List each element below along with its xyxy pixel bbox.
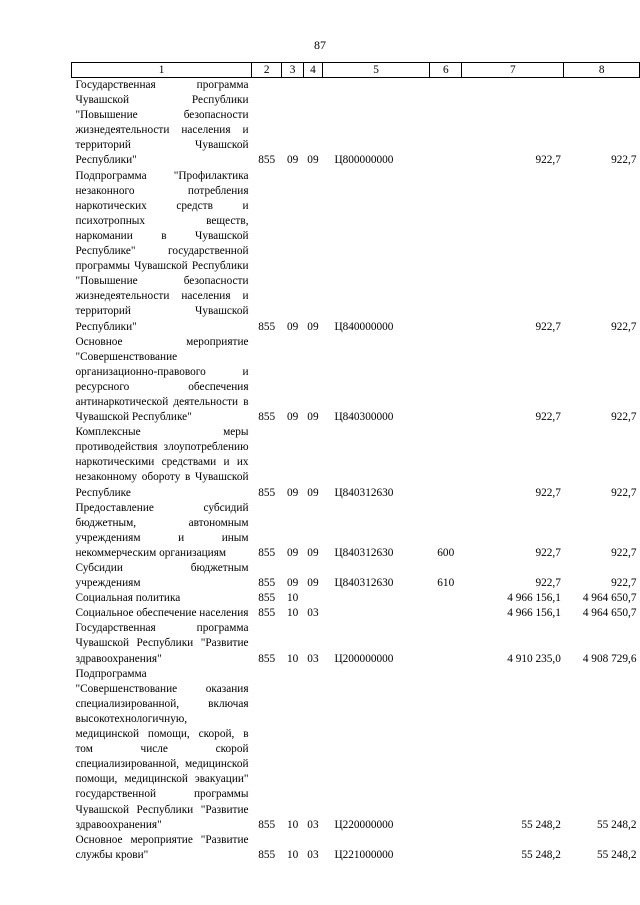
row-section: 10	[286, 592, 299, 605]
row-target-article: Ц220000000	[334, 818, 394, 831]
row-target-article: Ц840300000	[334, 411, 394, 424]
row-target-article: Ц840000000	[334, 320, 394, 333]
row-subsection: 09	[307, 486, 319, 499]
row-expense-type	[430, 591, 462, 606]
table-row	[72, 606, 640, 621]
row-name: Государственная программа Чувашской Республики "Развитие здравоохранения"	[75, 622, 249, 665]
header-cell: 7	[462, 63, 564, 78]
row-expense-type	[430, 833, 462, 863]
row-amount-year1: 922,7	[535, 411, 561, 424]
row-amount-year1: 922,7	[535, 320, 561, 333]
row-admin-code: 855	[258, 546, 276, 559]
row-admin-code: 855	[258, 486, 276, 499]
table-row	[72, 501, 640, 561]
row-admin-code: 855	[258, 154, 276, 167]
row-subsection: 03	[307, 818, 319, 831]
budget-table	[71, 62, 640, 863]
row-expense-type	[430, 667, 462, 833]
header-cell: 3	[282, 63, 304, 78]
row-amount-year2: 922,7	[611, 546, 637, 559]
header-cell: 1	[72, 63, 252, 78]
header-cell: 8	[564, 63, 640, 78]
table-row	[72, 169, 640, 335]
row-target-article: Ц840312630	[334, 577, 394, 590]
table-row	[72, 425, 640, 500]
table-header-row	[72, 63, 640, 78]
row-amount-year1: 55 248,2	[521, 848, 561, 861]
page-number: 87	[314, 38, 326, 52]
row-amount-year2: 922,7	[611, 154, 637, 167]
row-expense-type: 600	[437, 546, 455, 559]
row-subsection: 09	[307, 577, 319, 590]
row-target-article: Ц800000000	[334, 154, 394, 167]
row-amount-year2: 4 908 729,6	[582, 652, 637, 665]
row-admin-code: 855	[258, 592, 276, 605]
row-subsection	[303, 591, 322, 606]
row-admin-code: 855	[258, 848, 276, 861]
row-target-article: Ц200000000	[334, 652, 394, 665]
row-subsection: 09	[307, 411, 319, 424]
row-expense-type	[430, 78, 462, 169]
header-cell: 2	[252, 63, 282, 78]
row-expense-type	[430, 335, 462, 426]
header-cell: 6	[430, 63, 462, 78]
row-section: 09	[286, 154, 299, 167]
row-amount-year2: 4 964 650,7	[582, 592, 637, 605]
row-amount-year2: 922,7	[611, 320, 637, 333]
row-amount-year1: 4 910 235,0	[507, 652, 561, 665]
row-target-article: Ц840312630	[334, 546, 394, 559]
table-row	[72, 833, 640, 863]
row-expense-type	[430, 606, 462, 621]
row-subsection: 03	[307, 607, 319, 620]
row-amount-year1: 55 248,2	[521, 818, 561, 831]
table-row	[72, 561, 640, 591]
row-target-article: Ц221000000	[334, 848, 394, 861]
row-admin-code: 855	[258, 607, 276, 620]
row-subsection: 03	[307, 848, 319, 861]
row-admin-code: 855	[258, 818, 276, 831]
row-admin-code: 855	[258, 652, 276, 665]
table-row	[72, 78, 640, 169]
row-section: 09	[286, 320, 299, 333]
row-subsection: 09	[307, 154, 319, 167]
row-section: 09	[286, 577, 299, 590]
row-amount-year2: 922,7	[611, 577, 637, 590]
header-cell: 4	[303, 63, 322, 78]
table-body	[72, 78, 640, 863]
row-section: 10	[286, 848, 299, 861]
table-row	[72, 335, 640, 426]
row-section: 09	[286, 486, 299, 499]
row-target-article	[322, 606, 429, 621]
row-amount-year2: 4 964 650,7	[582, 607, 637, 620]
row-subsection: 03	[307, 652, 319, 665]
row-name: Комплексные меры противодействия злоупотреблению наркотическими средствами и их незаконному обороту в Чувашской Республике	[75, 426, 249, 499]
row-amount-year2: 55 248,2	[596, 818, 637, 831]
header-cell: 5	[322, 63, 429, 78]
row-admin-code: 855	[258, 577, 276, 590]
row-amount-year1: 4 966 156,1	[507, 607, 561, 620]
row-section: 10	[286, 652, 299, 665]
row-amount-year1: 922,7	[535, 546, 561, 559]
row-section: 09	[286, 411, 299, 424]
row-name: Государственная программа Чувашской Республики "Повышение безопасности жизнедеятельности населения и территорий Чувашской Республики"	[75, 79, 249, 167]
row-expense-type: 610	[437, 577, 455, 590]
row-amount-year1: 922,7	[535, 154, 561, 167]
row-section: 09	[286, 546, 299, 559]
row-admin-code: 855	[258, 411, 276, 424]
row-name: Социальное обеспечение населения	[75, 607, 249, 620]
row-expense-type	[430, 621, 462, 666]
row-name: Основное мероприятие "Развитие службы крови"	[75, 833, 249, 861]
row-expense-type	[430, 169, 462, 335]
row-name: Социальная политика	[75, 592, 181, 605]
row-amount-year2: 922,7	[611, 486, 637, 499]
table-row	[72, 667, 640, 833]
row-amount-year1: 4 966 156,1	[507, 592, 561, 605]
row-section: 10	[286, 607, 299, 620]
row-subsection: 09	[307, 546, 319, 559]
row-name: Подпрограмма "Совершенствование оказания специализированной, включая высокотехнологичную, медицинской помощи, скорой, в том числе скорой специализированной, медицинской помощи, медицинской эвакуации" государственной программы Чувашской Республики "Развитие здравоохранения"	[75, 667, 249, 831]
row-admin-code: 855	[258, 320, 276, 333]
row-amount-year2: 922,7	[611, 411, 637, 424]
row-name: Основное мероприятие "Совершенствование организационно-правового и ресурсного обеспечения антинаркотической деятельности в Чувашской Республике"	[75, 335, 249, 424]
row-name: Предоставление субсидий бюджетным, автономным учреждениям и иным некоммерческим организациям	[75, 501, 249, 559]
table-row	[72, 591, 640, 606]
row-amount-year2: 55 248,2	[596, 848, 637, 861]
row-target-article: Ц840312630	[334, 486, 394, 499]
row-amount-year1: 922,7	[535, 486, 561, 499]
table-row	[72, 621, 640, 666]
row-target-article	[322, 591, 429, 606]
row-subsection: 09	[307, 320, 319, 333]
row-name: Субсидии бюджетным учреждениям	[75, 562, 249, 590]
row-name: Подпрограмма "Профилактика незаконного потребления наркотических средств и психотропных веществ, наркомании в Чувашской Республике" государственной программы Чувашской Республики "Повышение безопасности жизнедеятельности населения и территорий Чувашской Республики"	[75, 169, 249, 333]
row-amount-year1: 922,7	[535, 577, 561, 590]
row-section: 10	[286, 818, 299, 831]
row-expense-type	[430, 425, 462, 500]
